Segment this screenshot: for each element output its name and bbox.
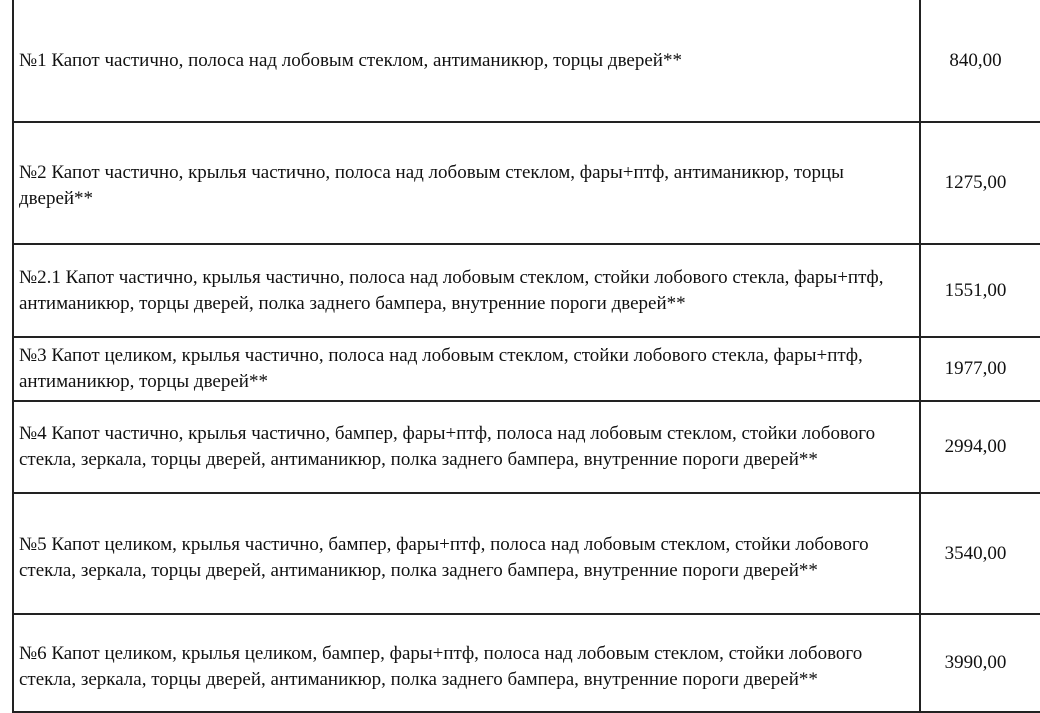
price-table [12,0,1040,713]
package-description: №3 Капот целиком, крылья частично, полоса над лобовым стеклом, стойки лобового стекла, фары+птф, антиманикюр, торцы дверей** [13,337,920,401]
table-row [13,337,1040,401]
table-row [13,244,1040,337]
package-description: №2.1 Капот частично, крылья частично, полоса над лобовым стеклом, стойки лобового стекла, фары+птф, антиманикюр, торцы дверей, полка заднего бампера, внутренние пороги дверей** [13,244,920,337]
package-price: 2994,00 [920,401,1040,493]
package-description: №5 Капот целиком, крылья частично, бампер, фары+птф, полоса над лобовым стеклом, стойки лобового стекла, зеркала, торцы дверей, антиманикюр, полка заднего бампера, внутренние пороги дверей** [13,493,920,614]
package-price: 1977,00 [920,337,1040,401]
table-row [13,493,1040,614]
table-row [13,614,1040,712]
table-row [13,0,1040,122]
table-row [13,401,1040,493]
price-table-body [13,0,1040,712]
package-price: 3540,00 [920,493,1040,614]
package-price: 1551,00 [920,244,1040,337]
package-description: №4 Капот частично, крылья частично, бампер, фары+птф, полоса над лобовым стеклом, стойки лобового стекла, зеркала, торцы дверей, антиманикюр, полка заднего бампера, внутренние пороги дверей** [13,401,920,493]
table-row [13,122,1040,244]
package-price: 3990,00 [920,614,1040,712]
package-description: №2 Капот частично, крылья частично, полоса над лобовым стеклом, фары+птф, антиманикюр, торцы дверей** [13,122,920,244]
package-description: №6 Капот целиком, крылья целиком, бампер, фары+птф, полоса над лобовым стеклом, стойки лобового стекла, зеркала, торцы дверей, антиманикюр, полка заднего бампера, внутренние пороги дверей** [13,614,920,712]
package-price: 840,00 [920,0,1040,122]
package-price: 1275,00 [920,122,1040,244]
package-description: №1 Капот частично, полоса над лобовым стеклом, антиманикюр, торцы дверей** [13,0,920,122]
